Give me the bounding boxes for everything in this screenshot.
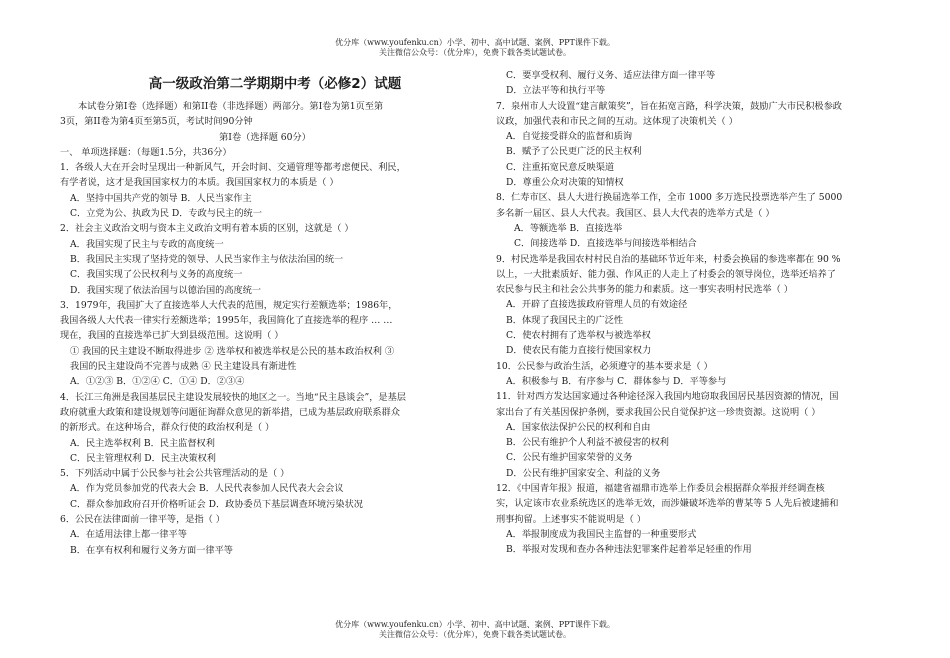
question-text: 5．下列活动中属于公民参与社会公共管理活动的是（ ） xyxy=(60,468,290,480)
answer-option: A．民主选举权利 B．民主监督权利 xyxy=(70,437,215,449)
right-column xyxy=(496,68,894,558)
answer-option: C．要享受权利、履行义务、适应法律方面一律平等 xyxy=(506,70,716,81)
answer-option: B．在享有权利和履行义务方面一律平等 xyxy=(70,544,233,556)
answer-option: A．国家依法保护公民的权利和自由 xyxy=(506,421,651,433)
answer-option: A．①②③ B．①②④ C．①④ D．②③④ xyxy=(70,376,245,388)
question-text: 8．仁寿市区、县人大进行换届选举工作，全市 1000 多万选民投票选举产生了 5000 xyxy=(496,192,843,204)
question-text: 我国各级人大代表一律实行差额选举；1995年，我国简化了直接选举的程序 … … xyxy=(60,315,393,327)
answer-option: A．等额选举 B．直接选举 xyxy=(514,222,623,234)
section-heading: 第Ⅰ卷（选择题 60分） xyxy=(219,131,311,143)
question-text: 2．社会主义政治文明与资本主义政治文明有着本质的区别，这就是（ ） xyxy=(60,223,354,235)
question-text: 多名新一届区、县人大代表。我国区、县人大代表的选举方式是（ ） xyxy=(496,207,775,219)
question-text: 议政，加强代表和市民之间的互动。这体现了决策机关（ ） xyxy=(496,115,738,127)
question-text: 1．各级人大在开会时呈现出一种新风气，开会时间、交通管理等都考虑便民、利民， xyxy=(60,162,406,174)
question-text: 实，认定该市农业系统选区的选举无效，而涉嫌破坏选举的曹某等 5 人先后被逮捕和 xyxy=(496,498,839,510)
answer-option: D．立法平等和执行平等 xyxy=(506,85,606,97)
answer-option: D．我国实现了依法治国与以德治国的高度统一 xyxy=(70,284,262,296)
answer-option: D．公民有维护国家安全、利益的义务 xyxy=(506,467,661,479)
left-column xyxy=(60,68,470,558)
question-text: 以上，一大批素质好、能力强、作风正的人走上了村委会的领导岗位，选举还培养了 xyxy=(496,268,836,280)
header-line-1: 优分库（www.youfenku.cn）小学、初中、高中试题、案例、PPT课件下载。 xyxy=(335,38,615,47)
question-text: 4．长江三角洲是我国基层民主建设发展较快的地区之一。当地“民主恳谈会”，是基层 xyxy=(60,391,406,403)
intro-line: 3页，第II卷为第4页至第5页，考试时间90分钟 xyxy=(60,116,253,128)
question-text: 有学者说，这才是我国国家权力的本质。我国国家权力的本质是（ ） xyxy=(60,177,339,189)
footer-line-1: 优分库（www.youfenku.cn）小学、初中、高中试题、案例、PPT课件下载。 xyxy=(335,620,615,629)
answer-option: B．举报对发现和查办各种违法犯罪案件起着举足轻重的作用 xyxy=(506,544,752,556)
header-line-2: 关注微信公众号：（优分库），免费下载各类试题试卷。 xyxy=(379,48,571,57)
answer-option: A．开辟了直接选拔政府管理人员的有效途径 xyxy=(506,299,688,311)
answer-option: C．立党为公、执政为民 D．专政与民主的统一 xyxy=(70,208,262,220)
footer-line-2: 关注微信公众号：（优分库），免费下载各类试题试卷。 xyxy=(379,630,571,639)
answer-option: C．民主管理权利 D．民主决策权利 xyxy=(70,452,216,464)
answer-option: C．注重拓宽民意反映渠道 xyxy=(506,161,615,173)
answer-option: B．我国民主实现了坚持党的领导、人民当家作主与依法治国的统一 xyxy=(70,253,344,265)
intro-line: 本试卷分第Ⅰ卷（选择题）和第II卷（非选择题）两部分。第Ⅰ卷为第1页至第 xyxy=(78,101,384,112)
question-text: 6．公民在法律面前一律平等，是指（ ） xyxy=(60,514,225,526)
exam-title: 高一级政治第二学期期中考（必修2）试题 xyxy=(148,76,402,92)
answer-option: C．公民有维护国家荣誉的义务 xyxy=(506,452,633,464)
answer-option: A．积极参与 B．有序参与 C．群体参与 D．平等参与 xyxy=(506,375,727,387)
answer-option: B．公民有维护个人利益不被侵害的权利 xyxy=(506,437,669,449)
question-text: 刑事拘留。上述事实不能说明是（ ） xyxy=(496,513,646,525)
question-text: 农民参与民主和社会公共事务的能力和素质。这一事实表明村民选举（ ） xyxy=(496,284,793,296)
answer-option: B．赋予了公民更广泛的民主权利 xyxy=(506,146,642,158)
question-text: 12．《中国青年报》报道，福建省福鼎市选举上作委员会根据群众举报并经调查核 xyxy=(496,483,825,495)
question-text: ① 我国的民主建设不断取得进步 ② 选举权和被选举权是公民的基本政治权利 ③ xyxy=(70,345,395,357)
answer-option: C．使农村拥有了选举权与被选举权 xyxy=(506,330,651,342)
answer-option: D．使农民有能力直接行使国家权力 xyxy=(506,345,652,357)
answer-option: C．群众参加政府召开价格听证会 D．政协委员下基层调查环境污染状况 xyxy=(70,498,363,510)
question-text: 政府就重大政策和建设规划等问题征询群众意见的新举措，已成为基层政府联系群众 xyxy=(60,406,400,418)
question-text: 的新形式。在这种场合，群众行使的政治权利是（ ） xyxy=(60,422,275,434)
answer-option: A．作为党员参加党的代表大会 B．人民代表参加人民代表大会会议 xyxy=(70,483,344,495)
question-text: 现在，我国的直接选举已扩大到县级范围。这说明（ ） xyxy=(60,330,284,342)
footer-banner xyxy=(0,620,950,640)
question-text: 7．泉州市人大设置“建言献策奖”，旨在拓宽言路，科学决策，鼓励广大市民积极参政 xyxy=(496,100,842,112)
answer-option: A．在适用法律上都一律平等 xyxy=(70,529,187,541)
question-text: 10．公民参与政治生活，必须遵守的基本要求是（ ） xyxy=(496,360,713,372)
answer-option: B．体现了我国民主的广泛性 xyxy=(506,314,624,326)
question-text: 9．村民选举是我国农村村民自治的基础环节近年来，村委会换届的参选率都在 90 % xyxy=(496,253,841,265)
section-subheading: 一、 单项选择题：（每题1.5分，共36分） xyxy=(60,146,232,158)
answer-option: C．间接选举 D．直接选举与间接选举相结合 xyxy=(514,238,697,250)
question-text: 3．1979年，我国扩大了直接选举人大代表的范围，规定实行差额选举；1986年， xyxy=(60,299,398,311)
answer-option: A．举报制度成为我国民主监督的一种重要形式 xyxy=(506,528,697,540)
answer-option: D．尊重公众对决策的知情权 xyxy=(506,177,624,189)
answer-option: A．我国实现了民主与专政的高度统一 xyxy=(70,238,224,250)
question-text: 我国的民主建设尚不完善与成熟 ④ 民主建设具有渐进性 xyxy=(70,361,297,373)
question-text: 家出台了有关基因保护条例，要求我国公民自觉保护这一珍贵资源。这说明（ ） xyxy=(496,406,821,418)
answer-option: A．坚持中国共产党的领导 B．人民当家作主 xyxy=(70,192,252,204)
answer-option: C．我国实现了公民权利与义务的高度统一 xyxy=(70,269,243,281)
answer-option: A．自觉接受群众的监督和质询 xyxy=(506,131,633,143)
question-text: 11．针对西方发达国家通过各种途径深入我国内地窃取我国居民基因资源的情况，国 xyxy=(496,391,839,403)
header-banner xyxy=(0,38,950,58)
